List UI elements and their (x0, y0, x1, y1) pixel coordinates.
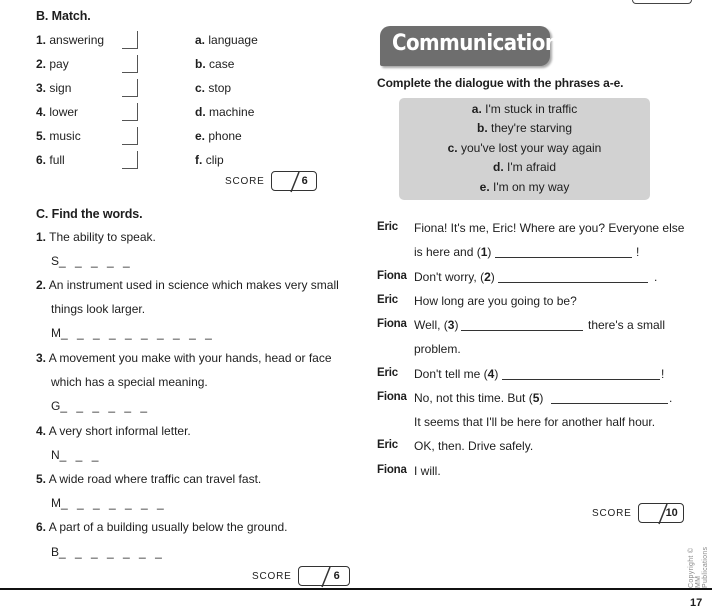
page-number: 17 (690, 597, 703, 609)
match-left-item (36, 129, 81, 143)
match-right-item (195, 57, 234, 71)
clue-number: 2. (36, 278, 47, 292)
line-text: ) (454, 318, 459, 332)
line-text: ) (487, 245, 492, 259)
word-answer[interactable] (51, 448, 101, 462)
speaker-name: Eric (377, 439, 398, 451)
line-end: ! (636, 245, 640, 259)
item-number: 1. (36, 33, 47, 47)
score-label: SCORE (225, 175, 265, 187)
match-right-item (195, 153, 224, 167)
line-text: No, not this time. But ( (414, 391, 533, 405)
clue-text: An instrument used in science which makes very small (48, 278, 339, 292)
first-letter: M (51, 326, 61, 340)
communication-title: Communication (392, 31, 559, 56)
dialogue-line (414, 270, 495, 284)
line-text: ) (490, 270, 495, 284)
blank-number: 1 (480, 245, 488, 259)
speaker-name: Eric (377, 367, 398, 379)
phrase-item (399, 102, 650, 116)
match-right-item (195, 81, 231, 95)
clue-text: A very short informal letter. (48, 424, 191, 438)
item-letter: d. (195, 105, 206, 119)
dialogue-line: It seems that I'll be here for another half hour. (414, 415, 656, 429)
score-label: SCORE (592, 507, 632, 519)
item-number: 6. (36, 153, 47, 167)
letter-blanks: _ _ _ _ _ (59, 254, 133, 268)
clue-continuation: things look larger. (51, 302, 146, 316)
clue-number: 1. (36, 230, 47, 244)
dialogue-line: I will. (414, 464, 441, 478)
dialogue-line (414, 391, 543, 405)
phrase-letter: d. (493, 160, 504, 174)
match-right-item (195, 105, 254, 119)
clue (36, 520, 288, 534)
word-answer[interactable] (51, 399, 150, 413)
copyright-notice: Copyright © MM Publications (688, 546, 709, 588)
item-text: language (208, 33, 258, 47)
item-number: 4. (36, 105, 47, 119)
letter-blanks: _ _ _ (59, 448, 102, 462)
letter-blanks: _ _ _ _ _ _ _ _ _ _ (61, 326, 215, 340)
phrase-letter: c. (447, 141, 458, 155)
phrase-text: you've lost your way again (460, 141, 602, 155)
match-left-item (36, 81, 71, 95)
clue-text: A part of a building usually below the ground. (48, 520, 288, 534)
blank-number: 4 (487, 367, 495, 381)
word-answer[interactable] (51, 254, 133, 268)
speaker-name: Fiona (377, 270, 407, 282)
item-text: stop (208, 81, 232, 95)
item-text: case (209, 57, 235, 71)
clue-number: 6. (36, 520, 47, 534)
phrase-letter: a. (471, 102, 482, 116)
phrase-letter: e. (479, 180, 490, 194)
item-text: phone (208, 129, 242, 143)
phrase-text: I'm afraid (507, 160, 556, 174)
dialogue-line: problem. (414, 342, 461, 356)
score-label: SCORE (252, 570, 292, 582)
word-answer[interactable] (51, 545, 165, 559)
match-right-item (195, 129, 242, 143)
item-text: answering (49, 33, 105, 47)
answer-box-4[interactable] (122, 103, 138, 121)
phrase-item (399, 180, 650, 194)
speaker-name: Fiona (377, 318, 407, 330)
score-box[interactable] (638, 503, 684, 523)
clue (36, 278, 339, 292)
item-text: pay (49, 57, 69, 71)
line-end: . (669, 391, 673, 405)
line-text: ) (494, 367, 499, 381)
item-letter: b. (195, 57, 206, 71)
dialogue-line: OK, then. Drive safely. (414, 439, 534, 453)
dialogue-line (414, 245, 491, 259)
blank-line-1[interactable] (495, 257, 632, 258)
dialogue-line: Fiona! It's me, Eric! Where are you? Everyone else (414, 221, 685, 235)
clue-text: A movement you make with your hands, head or face (48, 351, 332, 365)
letter-blanks: _ _ _ _ _ _ _ (61, 496, 167, 510)
communication-score (592, 503, 684, 523)
page-tab-decoration (632, 0, 692, 4)
answer-box-2[interactable] (122, 55, 138, 73)
score-slash-icon (290, 171, 300, 193)
blank-line-4[interactable] (502, 379, 660, 380)
phrase-letter: b. (476, 121, 488, 135)
line-end: . (654, 270, 658, 284)
clue-continuation: which has a special meaning. (51, 375, 208, 389)
item-number: 5. (36, 129, 47, 143)
clue-text: A wide road where traffic can travel fast. (48, 472, 262, 486)
clue (36, 424, 191, 438)
clue (36, 230, 156, 244)
score-total: 10 (665, 507, 678, 519)
clue-number: 5. (36, 472, 47, 486)
score-box[interactable] (271, 171, 317, 191)
clue-number: 4. (36, 424, 47, 438)
answer-box-5[interactable] (122, 127, 138, 145)
section-c-score (252, 566, 350, 586)
blank-number: 2 (484, 270, 491, 284)
line-text: is here and ( (414, 245, 481, 259)
first-letter: G (51, 399, 61, 413)
item-text: music (49, 129, 81, 143)
first-letter: B (51, 545, 60, 559)
dialogue-line (414, 367, 498, 381)
blank-number: 5 (532, 391, 540, 405)
item-number: 3. (36, 81, 47, 95)
item-letter: f. (195, 153, 203, 167)
item-letter: c. (195, 81, 206, 95)
match-right-item (195, 33, 258, 47)
section-c-heading: C. Find the words. (36, 207, 143, 221)
item-number: 2. (36, 57, 47, 71)
blank-line-5[interactable] (551, 403, 668, 404)
blank-line-2[interactable] (498, 282, 648, 283)
answer-box-6[interactable] (122, 151, 138, 169)
line-text: Well, ( (414, 318, 448, 332)
first-letter: S (51, 254, 60, 268)
dialogue-line (414, 318, 458, 332)
line-text: ) (539, 391, 544, 405)
speaker-name: Fiona (377, 391, 407, 403)
score-total: 6 (333, 570, 340, 582)
blank-number: 3 (447, 318, 455, 332)
match-left-item (36, 105, 78, 119)
line-text: Don't worry, ( (414, 270, 485, 284)
word-answer[interactable] (51, 496, 167, 510)
section-b-heading: B. Match. (36, 9, 91, 23)
line-end: there's a small (588, 318, 665, 332)
first-letter: M (51, 496, 61, 510)
phrase-text: I'm stuck in traffic (485, 102, 578, 116)
speaker-name: Fiona (377, 464, 407, 476)
line-text: Don't tell me ( (414, 367, 488, 381)
bottom-rule (0, 588, 712, 590)
match-left-item (36, 33, 104, 47)
phrase-text: I'm on my way (493, 180, 570, 194)
item-letter: e. (195, 129, 206, 143)
clue (36, 351, 332, 365)
match-left-item (36, 153, 65, 167)
score-total: 6 (301, 175, 308, 187)
item-text: sign (49, 81, 72, 95)
letter-blanks: _ _ _ _ _ _ _ (59, 545, 165, 559)
line-end: ! (661, 367, 665, 381)
phrase-item (399, 160, 650, 174)
letter-blanks: _ _ _ _ _ _ (60, 399, 151, 413)
answer-box-3[interactable] (122, 79, 138, 97)
answer-box-1[interactable] (122, 31, 138, 49)
clue-text: The ability to speak. (49, 230, 156, 244)
item-text: full (49, 153, 65, 167)
phrase-item (399, 121, 650, 135)
item-text: lower (49, 105, 79, 119)
first-letter: N (51, 448, 60, 462)
score-slash-icon (321, 566, 331, 588)
section-b-score (225, 171, 317, 191)
phrase-text: they're starving (491, 121, 572, 135)
item-text: machine (209, 105, 255, 119)
speaker-name: Eric (377, 294, 398, 306)
phrase-item (399, 141, 650, 155)
match-left-item (36, 57, 69, 71)
clue-number: 3. (36, 351, 47, 365)
clue (36, 472, 261, 486)
score-box[interactable] (298, 566, 350, 586)
communication-instruction: Complete the dialogue with the phrases a-e. (377, 76, 624, 90)
speaker-name: Eric (377, 221, 398, 233)
item-letter: a. (195, 33, 206, 47)
dialogue-line: How long are you going to be? (414, 294, 577, 308)
item-text: clip (205, 153, 224, 167)
blank-line-3[interactable] (461, 330, 583, 331)
word-answer[interactable] (51, 326, 215, 340)
